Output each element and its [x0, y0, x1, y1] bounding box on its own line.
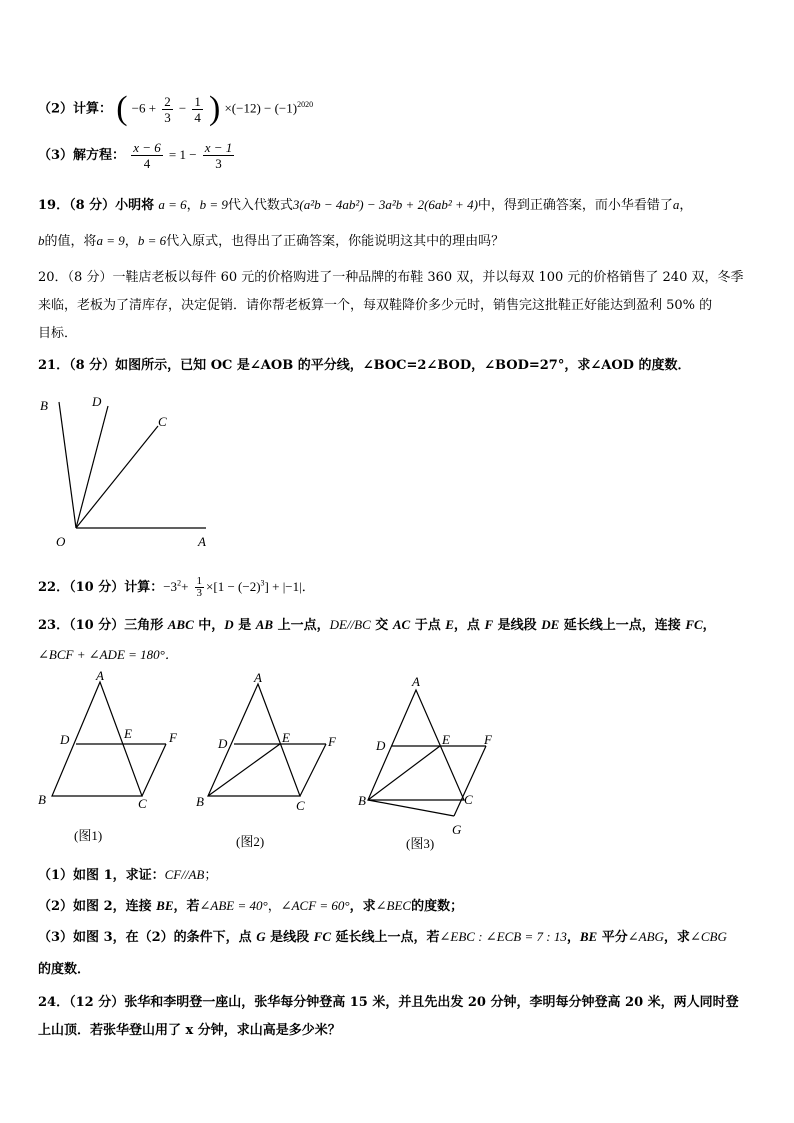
label-d: D	[218, 736, 228, 751]
q22-term: −3	[163, 579, 178, 594]
text: ，	[566, 930, 580, 945]
text: 中，	[193, 618, 225, 633]
label-d: D	[92, 394, 102, 409]
q23-figure-3	[358, 668, 518, 858]
q19-question: 代入原式，也得出了正确答案，你能说明这其中的理由吗？	[166, 234, 505, 249]
label-a: A	[198, 534, 206, 549]
q19-prefix: 19．（8 分）小明将	[38, 198, 155, 213]
text: （2）如图 2，连接	[38, 899, 157, 914]
label-a: A	[412, 674, 420, 689]
q18-2-line	[38, 90, 313, 128]
denominator: 3	[164, 109, 171, 125]
angle-abg: ∠ABG	[627, 929, 664, 944]
q23-sub2	[38, 895, 463, 914]
text: 是	[233, 618, 256, 633]
seg-be: BE	[579, 929, 598, 944]
label-d: D	[376, 738, 386, 753]
label-e: E	[124, 726, 132, 741]
label-g: G	[452, 822, 462, 837]
text: 于点	[410, 618, 446, 633]
plus: +	[181, 579, 189, 594]
angle-bec: ∠BEC	[375, 898, 412, 913]
text: 上一点，	[273, 618, 330, 633]
q18-2-label: （2）计算：	[38, 101, 113, 117]
text: 平分	[597, 930, 628, 945]
line-be	[368, 746, 440, 800]
comma: ，	[124, 234, 138, 249]
text: 是线段	[265, 930, 314, 945]
pt-e: E	[445, 617, 454, 632]
label-a: A	[254, 670, 262, 685]
angle-abe: ∠ABE = 40°	[199, 898, 268, 913]
text: 延长线上一点，连接	[559, 618, 686, 633]
text: ，求	[349, 899, 376, 914]
q19-b-value2: b = 6	[137, 233, 167, 248]
q23-sub3-line2: 的度数．	[38, 962, 91, 977]
line-fc	[300, 744, 326, 796]
de-parallel-bc: DE//BC	[329, 617, 371, 632]
seg-be: BE	[156, 898, 174, 913]
label-b: B	[40, 398, 48, 413]
denominator: 4	[143, 156, 151, 171]
q23-line2: ∠BCF + ∠ADE = 180°．	[38, 647, 178, 662]
tri-abc: ABC	[167, 617, 194, 632]
var-b: b	[38, 233, 45, 248]
q22-bracket: ×[1 − (−2)	[206, 579, 261, 594]
label-b: B	[38, 792, 46, 807]
q19-text3: 的值，将	[44, 234, 97, 249]
numerator: 2	[164, 93, 171, 109]
q19-a-value: a = 6	[158, 197, 187, 212]
label-o: O	[56, 534, 66, 549]
text: （1）如图 1，求证：	[38, 868, 165, 883]
q18-3-line	[38, 140, 236, 171]
text: ，	[702, 618, 716, 633]
q22-tail: ] + |−1|．	[264, 579, 315, 594]
exponent: 2	[177, 578, 182, 588]
q19-a-value2: a = 9	[96, 233, 125, 248]
fraction-1-3	[195, 576, 205, 599]
q23-figure-2	[196, 668, 356, 853]
pt-d: D	[224, 617, 234, 632]
q24-line1: 24．（12 分）张华和李明登一座山，张华每分钟登高 15 米，并且先出发 20 分钟，李明每分钟登高 20 米，两人同时登	[38, 995, 739, 1010]
q18-3-label: （3）解方程：	[38, 148, 126, 163]
text: （3）如图 3，在（2）的条件下，点	[38, 930, 257, 945]
q19-b-value: b = 9	[199, 197, 228, 212]
denominator: 3	[215, 156, 222, 171]
label-c: C	[296, 798, 305, 813]
var-a: a	[672, 197, 680, 212]
left-paren: (	[116, 90, 128, 127]
label-c: C	[464, 792, 473, 807]
angle-ratio: ∠EBC : ∠ECB = 7 : 13	[439, 929, 567, 944]
fraction-1-4	[192, 94, 203, 125]
seg-ab: AB	[255, 617, 274, 632]
text: ，求	[663, 930, 690, 945]
label-a: A	[96, 668, 104, 683]
numerator: 1	[194, 93, 201, 109]
label-d: D	[60, 732, 70, 747]
ray-od	[76, 406, 108, 528]
q21-text: 21．（8 分）如图所示，已知 OC 是∠AOB 的平分线，∠BOC=2∠BOD，∠BOD=27°，求∠AOD 的度数．	[38, 358, 691, 373]
seg-de: DE	[541, 617, 560, 632]
line-fc	[142, 744, 166, 796]
q22-prefix: 22．（10 分）计算：	[38, 580, 164, 595]
label-e: E	[442, 732, 450, 747]
caption-fig2: (图2)	[236, 834, 265, 849]
q20-line1: 20．（8 分）一鞋店老板以每件 60 元的价格购进了一种品牌的布鞋 360 双，并以每双 100 元的价格销售了 240 双，冬季	[38, 270, 744, 285]
comma: ，	[186, 198, 200, 213]
caption-fig1: (图1)	[74, 828, 103, 843]
denominator: 3	[196, 587, 203, 599]
q19-text: 代入代数式	[227, 198, 293, 213]
q20-line2: 来临，老板为了清库存，决定促销．请你帮老板算一个，每双鞋降价多少元时，销售完这批鞋正好能达到盈利 50% 的	[38, 298, 713, 313]
fraction-lhs	[131, 140, 163, 171]
angle-cbg: ∠CBG	[689, 929, 727, 944]
ray-oc	[76, 426, 158, 528]
numerator: x − 1	[204, 140, 233, 155]
exponent: 3	[260, 578, 265, 588]
q19-expression: 3(a²b − 4ab²) − 3a²b + 2(6ab² + 4)	[292, 197, 478, 212]
fraction-rhs	[203, 140, 235, 171]
seg-fc: FC	[313, 929, 331, 944]
label-b: B	[196, 794, 204, 809]
line-bg	[368, 800, 454, 816]
q19-line2	[38, 230, 504, 249]
label-c: C	[158, 414, 167, 429]
seg-ac: AC	[392, 617, 411, 632]
q18-2-exponent: 2020	[297, 100, 314, 110]
comma: ，	[679, 198, 693, 213]
text: ，点	[453, 618, 485, 633]
numerator: 1	[196, 575, 203, 587]
text: 交	[370, 618, 393, 633]
q21-figure	[36, 392, 236, 552]
text: ，若	[173, 899, 200, 914]
text: 的度数；	[411, 899, 464, 914]
seg-fc: FC	[685, 617, 703, 632]
q19-text2: 中，得到正确答案，而小华看错了	[477, 198, 673, 213]
denominator: 4	[194, 109, 201, 125]
q22-line	[38, 576, 315, 599]
q18-2-rest: ×(−12) − (−1)	[224, 100, 298, 116]
text: 是线段	[493, 618, 542, 633]
q23-prefix: 23．（10 分）三角形	[38, 618, 168, 633]
label-f: F	[328, 734, 336, 749]
q23-figure-1	[36, 668, 186, 848]
text: 延长线上一点，若	[331, 930, 440, 945]
q20-line3: 目标．	[38, 326, 78, 341]
angle-acf: ∠ACF = 60°	[280, 898, 350, 913]
label-c: C	[138, 796, 147, 811]
q24-line2: 上山顶．若张华登山用了 x 分钟，求山高是多少米？	[38, 1023, 341, 1038]
pt-g: G	[256, 929, 266, 944]
q18-2-term-a: −6 +	[131, 100, 157, 116]
minus-sign: −	[178, 100, 187, 116]
label-e: E	[282, 730, 290, 745]
line-be	[208, 744, 280, 796]
text: ；	[204, 868, 218, 883]
caption-fig3: (图3)	[406, 836, 435, 851]
cf-parallel-ab: CF//AB	[164, 867, 205, 882]
fraction-2-3	[162, 94, 173, 125]
numerator: x − 6	[133, 140, 161, 155]
equals-one-minus: = 1 −	[168, 147, 197, 162]
q23-line1	[38, 614, 716, 633]
q19-line1	[38, 194, 692, 213]
label-f: F	[169, 730, 177, 745]
text: ，	[267, 899, 281, 914]
label-f: F	[484, 732, 492, 747]
right-paren: )	[208, 90, 221, 127]
pt-f: F	[484, 617, 494, 632]
label-b: B	[358, 793, 366, 808]
q23-sub1	[38, 864, 217, 883]
ray-ob	[59, 402, 76, 528]
q23-sub3	[38, 926, 727, 945]
